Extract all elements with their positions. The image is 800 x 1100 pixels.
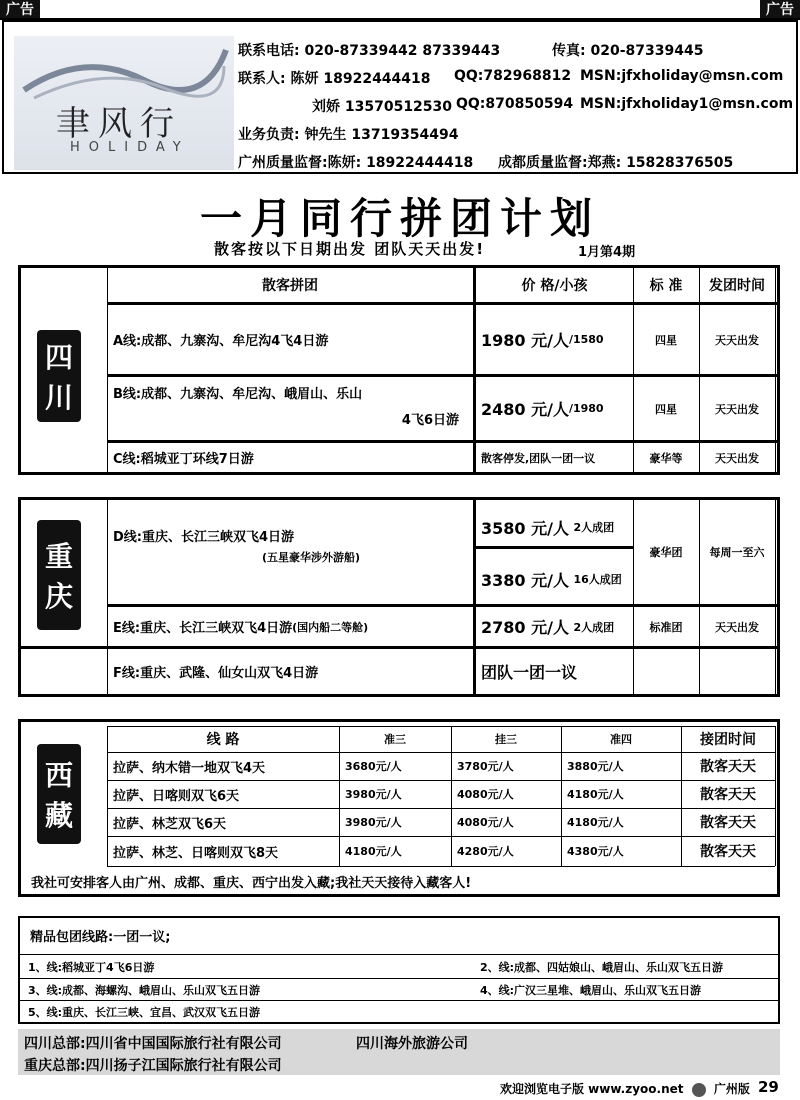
premium-item: 4、线:广汉三星堆、峨眉山、乐山双飞五日游: [480, 983, 702, 997]
header-standard: 标 准: [649, 278, 683, 294]
sichuan-section: [18, 265, 780, 475]
premium-item: 3、线:成都、海螺沟、峨眉山、乐山双飞五日游: [28, 983, 261, 997]
tibet-price: 4180元/人: [567, 816, 624, 829]
tibet-price: 3780元/人: [457, 760, 514, 773]
person2: 刘娇 13570512530: [312, 99, 453, 115]
tibet-price: 3980元/人: [345, 788, 402, 801]
price: 2480 元/人: [481, 400, 569, 419]
tibet-region-label: [37, 744, 81, 844]
header-price: 价 格/小孩: [521, 278, 588, 294]
route-f: F线:重庆、武隆、仙女山双飞4日游: [113, 666, 319, 681]
region-char: 庆: [44, 580, 73, 613]
phone-label: 联系电话:: [238, 43, 300, 59]
price-a: [481, 305, 631, 374]
premium-section: [18, 916, 780, 1024]
route-e: [113, 607, 471, 646]
tibet-route-3: 拉萨、林芝双飞6天: [113, 816, 227, 832]
business-label: 业务负责:: [238, 127, 300, 143]
footer-overseas: 四川海外旅游公司: [356, 1036, 468, 1052]
route-a: A线:成都、九寨沟、牟尼沟4飞4日游: [113, 334, 329, 349]
header-c2: 挂三: [495, 733, 517, 746]
header-route: 线 路: [206, 732, 240, 748]
region-char: 西: [44, 759, 73, 792]
site-text: 欢迎浏览电子版 www.zyoo.net: [500, 1082, 684, 1096]
tibet-price: 4180元/人: [567, 788, 624, 801]
header-departure: 发团时间: [709, 278, 765, 294]
group-condition: 2人成团: [573, 620, 615, 634]
tibet-price: 4080元/人: [457, 816, 514, 829]
chongqing-region-label: [37, 520, 81, 630]
tibet-route-4: 拉萨、林芝、日喀则双飞8天: [113, 845, 279, 861]
subtitle: 散客按以下日期出发 团队天天出发!: [214, 240, 486, 258]
tibet-price: 3680元/人: [345, 760, 402, 773]
logo-sub: HOLIDAY: [70, 140, 190, 155]
tibet-price: 4180元/人: [345, 845, 402, 858]
footer-chongqing: 重庆总部:四川扬子江国际旅行社有限公司: [24, 1058, 282, 1074]
price-f: 团队一团一议: [481, 663, 578, 682]
standard-e: 标准团: [649, 620, 683, 634]
region-char: 重: [44, 540, 73, 573]
premium-item: 2、线:成都、四姑娘山、峨眉山、乐山双飞五日游: [480, 961, 724, 974]
standard-c: 豪华等: [649, 451, 683, 465]
phone-row: [238, 40, 500, 60]
child-price: /1980: [568, 402, 604, 415]
departure-a: 天天出发: [715, 333, 759, 347]
route-b: B线:成都、九寨沟、牟尼沟、峨眉山、乐山: [113, 386, 363, 402]
premium-item: 1、线:稻城亚丁4飞6日游: [28, 961, 155, 974]
header: [2, 20, 798, 174]
price-b: [481, 377, 631, 440]
group-condition: 16人成团: [573, 573, 622, 586]
route-d: D线:重庆、长江三峡双飞4日游: [113, 529, 295, 545]
tibet-price: 4280元/人: [457, 845, 514, 858]
issue-label: 1月第4期: [578, 245, 636, 260]
ad-tag-left: 广告: [0, 0, 40, 20]
person-label: 联系人:: [238, 71, 286, 87]
msn1: MSN:jfxholiday@msn.com: [580, 68, 784, 84]
region-char: 藏: [44, 799, 73, 832]
group-condition: 2人成团: [573, 521, 615, 534]
tibet-time: 散客天天: [700, 815, 756, 831]
tibet-note: 我社可安排客人由广州、成都、重庆、西宁出发入藏;我社天天接待入藏客人!: [31, 875, 472, 891]
qq1: QQ:782968812: [454, 68, 572, 84]
logo-title: 聿风行: [56, 104, 182, 144]
price: 3380 元/人: [481, 570, 569, 590]
qq2: QQ:870850594: [456, 96, 574, 112]
ad-tag-right: 广告: [760, 0, 800, 20]
departure-d: 每周一至六: [709, 546, 765, 559]
tibet-price: 3980元/人: [345, 816, 402, 829]
departure-e: 天天出发: [715, 620, 759, 634]
child-price: /1580: [568, 333, 604, 346]
price-d2: [481, 556, 631, 602]
price: 1980 元/人: [481, 331, 569, 350]
tibet-route-2: 拉萨、日喀则双飞6天: [113, 788, 240, 804]
tibet-time: 散客天天: [700, 759, 756, 775]
premium-title: 精品包团线路:一团一议;: [30, 929, 171, 945]
logo: [14, 36, 234, 170]
departure-b: 天天出发: [715, 402, 759, 416]
tibet-route-1: 拉萨、纳木错一地双飞4天: [113, 760, 266, 776]
business-row: [238, 124, 459, 144]
region-char: 川: [44, 381, 73, 414]
region-char: 四: [44, 341, 73, 374]
standard-a: 四星: [655, 333, 677, 347]
chongqing-section: [18, 497, 780, 697]
fax-row: [552, 40, 703, 60]
phone-value: 020-87339442 87339443: [304, 43, 501, 59]
route-c: C线:稻城亚丁环线7日游: [113, 452, 254, 467]
price-e: [481, 607, 631, 646]
header-c3: 准四: [610, 733, 632, 746]
route-text: E线:重庆、长江三峡双飞4日游: [113, 621, 293, 636]
cd-quality: 成都质量监督:郑燕: 15828376505: [498, 155, 734, 171]
route-note: (国内船二等舱): [292, 620, 369, 634]
price-c: 散客停发,团队一团一议: [481, 451, 596, 465]
header-time: 接团时间: [700, 732, 756, 748]
tibet-time: 散客天天: [700, 844, 756, 860]
price: 2780 元/人: [481, 618, 569, 637]
fax-value: 020-87339445: [590, 43, 704, 59]
departure-c: 天天出发: [715, 451, 759, 465]
route-b-duration: 4飞6日游: [401, 412, 459, 428]
header-route: 散客拼团: [262, 278, 318, 294]
tibet-price: 4080元/人: [457, 788, 514, 801]
tibet-price: 4380元/人: [567, 845, 624, 858]
tibet-time: 散客天天: [700, 787, 756, 803]
page-title: 一月同行拼团计划: [199, 194, 600, 243]
price-d1: [481, 508, 631, 546]
premium-item: 5、线:重庆、长江三峡、宜昌、武汉双飞五日游: [28, 1005, 261, 1019]
header-c1: 准三: [384, 733, 406, 746]
price: 3580 元/人: [481, 518, 569, 538]
gz-quality: 广州质量监督:陈妍: 18922444418: [238, 155, 474, 171]
tibet-price: 3880元/人: [567, 760, 624, 773]
globe-icon: [692, 1083, 706, 1097]
footer-sichuan: 四川总部:四川省中国国际旅行社有限公司: [24, 1036, 282, 1052]
msn2: MSN:jfxholiday1@msn.com: [580, 96, 794, 112]
footer-band: [18, 1029, 780, 1075]
tibet-section: [18, 719, 780, 897]
standard-b: 四星: [655, 402, 677, 416]
fax-label: 传真:: [552, 43, 586, 59]
page-number: 29: [758, 1078, 779, 1096]
person1-row: [238, 68, 431, 88]
edition: 广州版: [713, 1082, 750, 1096]
person1: 陈妍 18922444418: [290, 71, 431, 87]
sichuan-region-label: [37, 330, 81, 422]
route-d-note: (五星豪华涉外游船): [261, 551, 361, 564]
standard-d: 豪华团: [649, 546, 683, 559]
page-footer: [500, 1080, 750, 1097]
business-value: 钟先生 13719354494: [304, 127, 459, 143]
